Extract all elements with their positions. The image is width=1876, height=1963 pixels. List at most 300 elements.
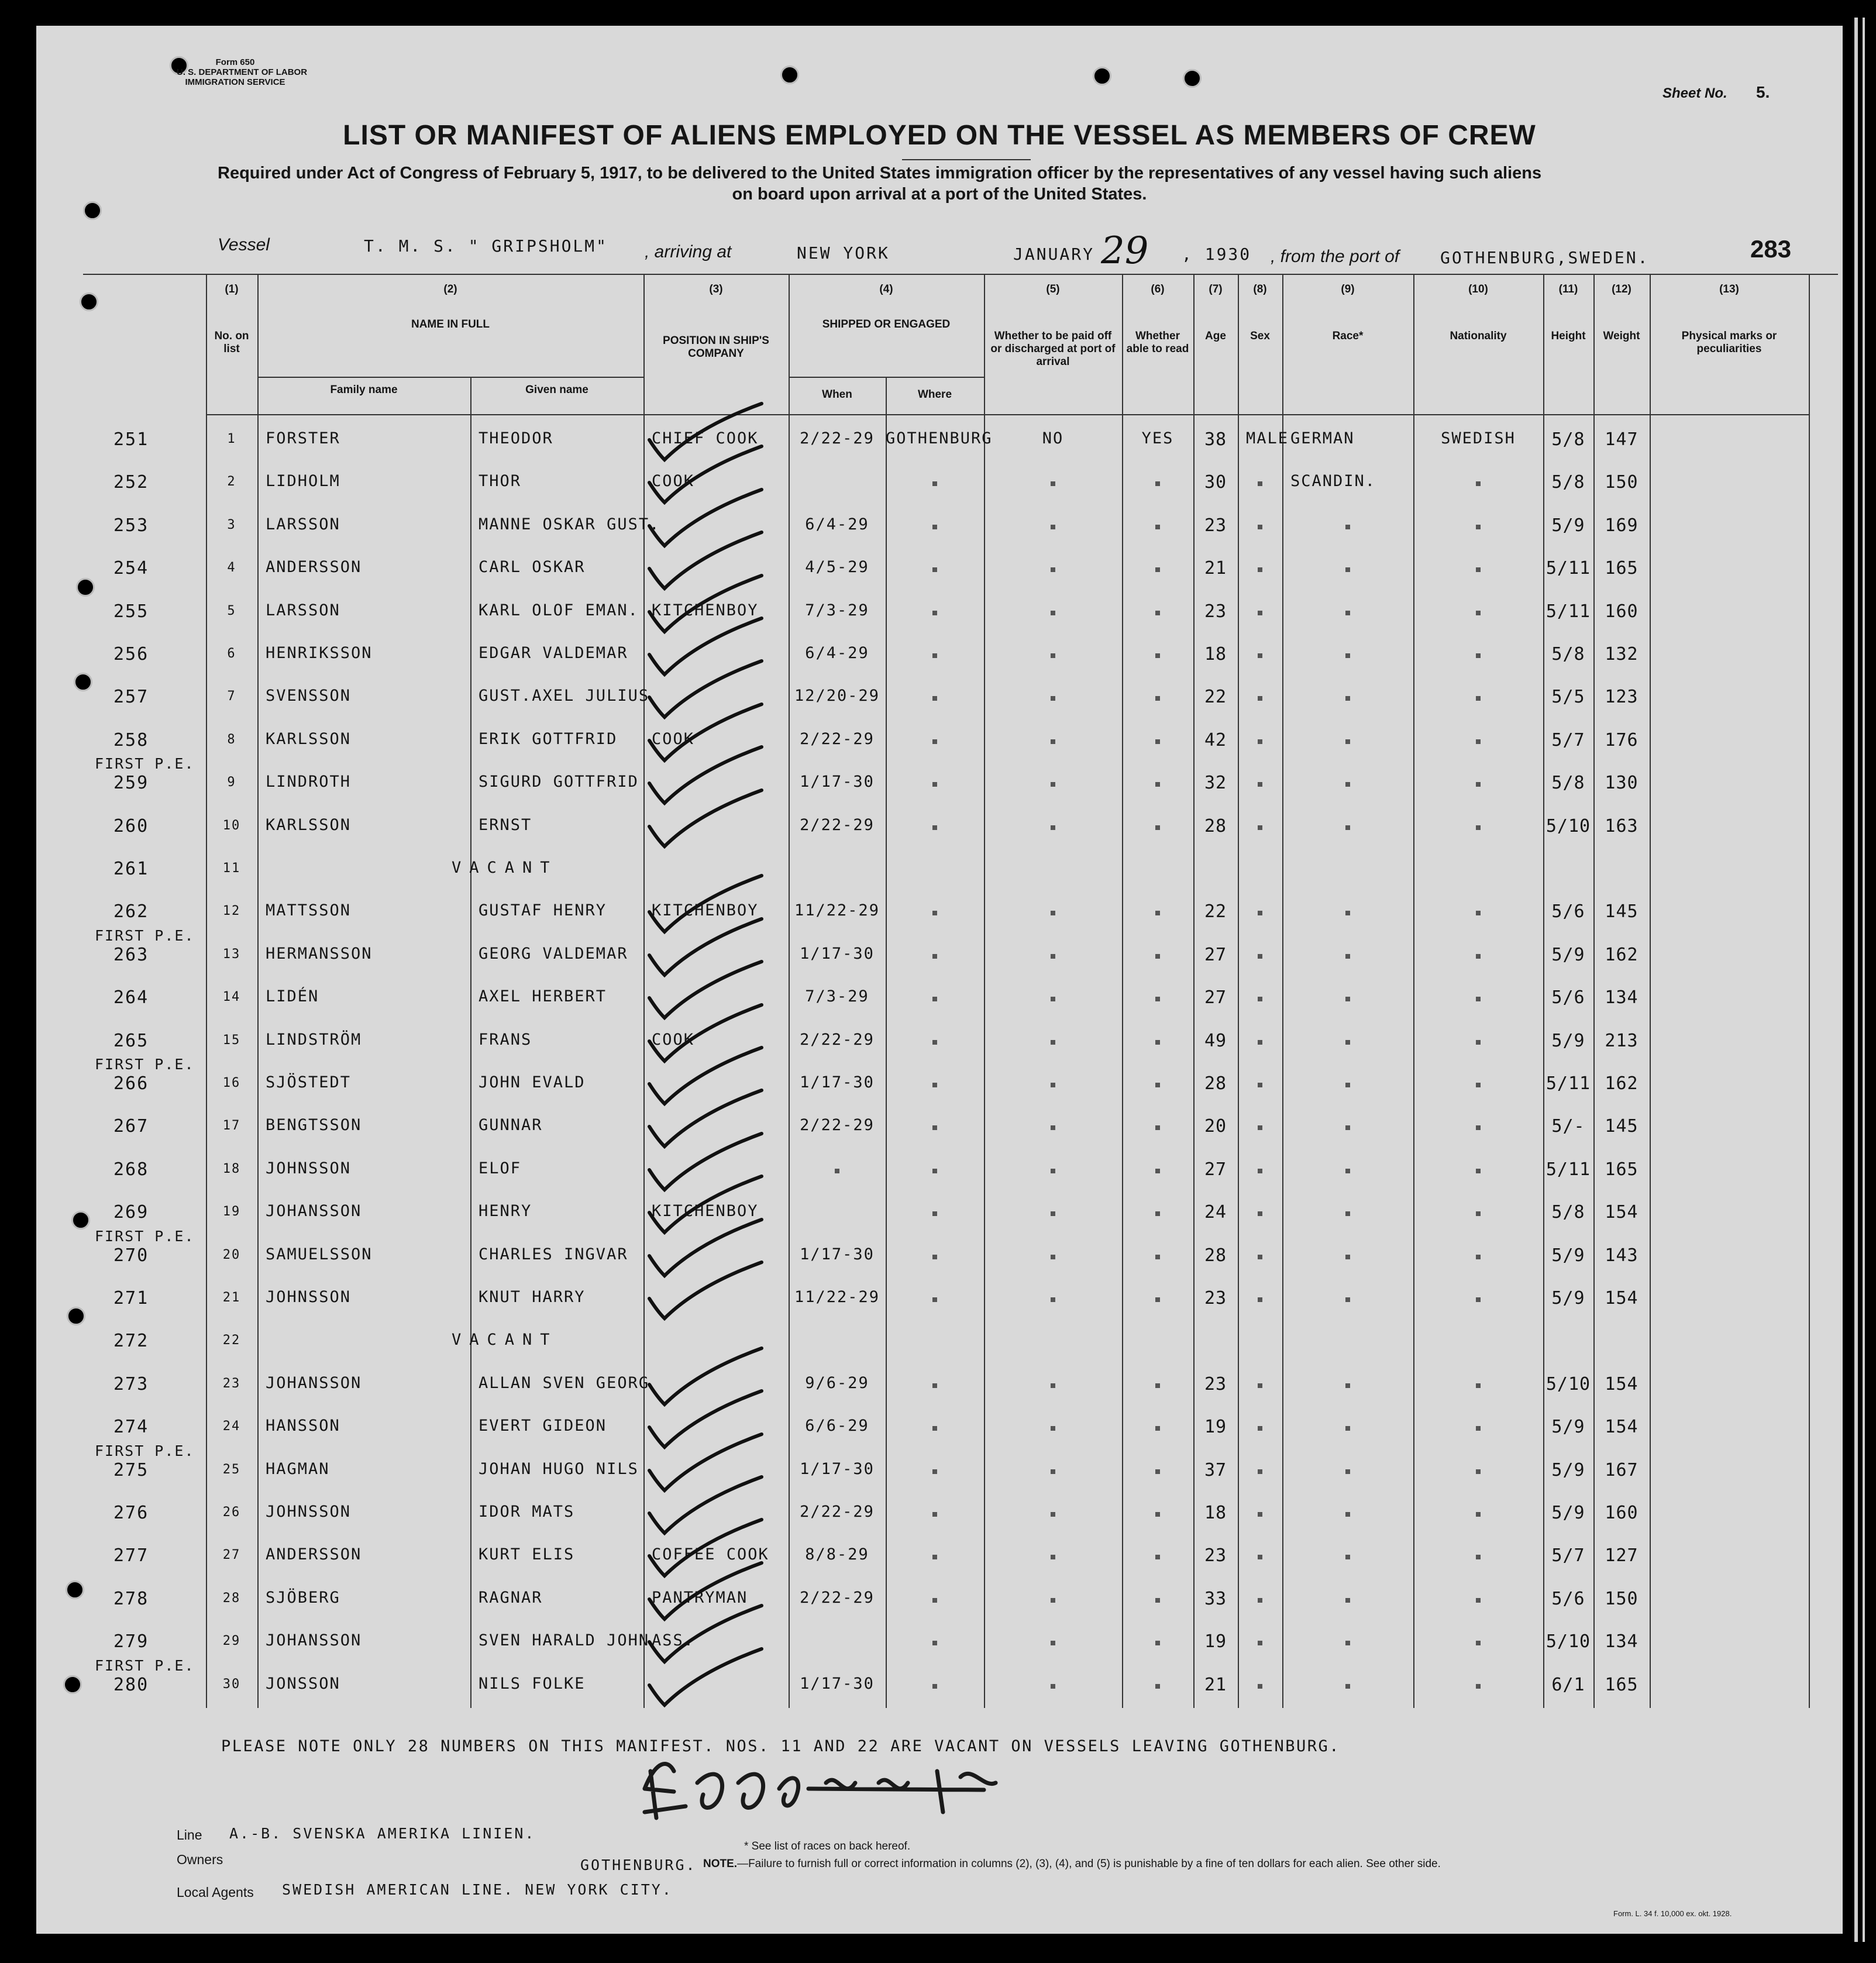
title-rule [902, 159, 1031, 160]
cell-position: KITCHENBOY [652, 901, 759, 920]
ditto-mark [1258, 696, 1262, 701]
cell-family: LARSSON [266, 515, 340, 533]
ditto-mark [1155, 1426, 1160, 1431]
margin-serial: 265 [113, 1030, 149, 1051]
margin-serial: 260 [113, 815, 149, 836]
cell-when: 1/17-30 [800, 1459, 875, 1478]
ditto-mark [1476, 1555, 1481, 1559]
cell-given: KARL OLOF EMAN. [479, 601, 639, 619]
ditto-mark [1476, 1083, 1481, 1087]
margin-serial: 276 [113, 1503, 149, 1523]
ditto-mark [1476, 954, 1481, 959]
row-rule [257, 377, 643, 378]
table-row [36, 556, 1843, 598]
table-row [36, 899, 1843, 942]
column-header: Race* [1332, 330, 1364, 342]
ditto-mark [1345, 825, 1350, 830]
cell-family: JOHANSSON [266, 1631, 362, 1650]
cell-given: ERIK GOTTFRID [479, 729, 618, 748]
arrival-day: 29 [1101, 229, 1149, 273]
ditto-mark [1051, 911, 1055, 915]
cell-family: JOHNSSON [266, 1503, 352, 1521]
cell-weight: 160 [1605, 601, 1639, 622]
ditto-mark [1345, 1598, 1350, 1603]
ditto-mark [1155, 1512, 1160, 1517]
table-row [36, 985, 1843, 1028]
ditto-mark [932, 1169, 937, 1173]
footer-note: PLEASE NOTE ONLY 28 NUMBERS ON THIS MANIFEST. NOS. 11 AND 22 ARE VACANT ON VESSELS LEAVING GOTHENBURG. [221, 1737, 1341, 1755]
margin-serial: 256 [113, 644, 149, 664]
ditto-mark [932, 1641, 937, 1645]
cell-given: THEODOR [479, 429, 553, 447]
margin-serial: 266 [113, 1073, 149, 1094]
table-row [36, 1372, 1843, 1414]
column-header: SHIPPED OR ENGAGED [822, 318, 951, 330]
table-row [36, 927, 1843, 985]
cell-weight: 162 [1605, 1073, 1639, 1094]
cell-weight: 134 [1605, 1631, 1639, 1652]
ditto-mark [1051, 611, 1055, 615]
column-subheader: When [822, 388, 852, 401]
cell-when: 1/17-30 [800, 1245, 875, 1263]
cell-age: 37 [1204, 1459, 1227, 1480]
cell-weight: 154 [1605, 1373, 1639, 1394]
table-row [36, 427, 1843, 470]
ditto-mark [1258, 1083, 1262, 1087]
table-row [36, 1200, 1843, 1242]
page-number: 283 [1750, 235, 1792, 263]
owners-label: Owners [177, 1852, 223, 1867]
column-header: Physical marks or peculiarities [1681, 330, 1777, 355]
ditto-mark [1155, 997, 1160, 1001]
ditto-mark [1258, 1040, 1262, 1045]
cell-given: JOHN EVALD [479, 1073, 586, 1091]
ditto-mark [1476, 1684, 1481, 1689]
cell-age: 23 [1204, 1373, 1227, 1394]
margin-serial: 272 [113, 1331, 149, 1352]
margin-serial: 279 [113, 1631, 149, 1652]
first-pe-note: FIRST P.E. [95, 1657, 195, 1674]
cell-height: 5/10 [1545, 1373, 1591, 1394]
cell-position: COOK [652, 1030, 695, 1049]
ditto-mark [1258, 481, 1262, 486]
cell-weight: 213 [1605, 1030, 1639, 1051]
table-row [36, 1543, 1843, 1586]
cell-family: HANSSON [266, 1417, 340, 1435]
column-header: Whether to be paid off or discharged at port of arrival [990, 330, 1116, 368]
cell-family: HENRIKSSON [266, 644, 373, 662]
cell-height: 5/9 [1551, 515, 1585, 536]
ditto-mark [1051, 1211, 1055, 1216]
cell-given: GUNNAR [479, 1116, 543, 1135]
cell-no: 14 [222, 990, 241, 1005]
ditto-mark [1476, 611, 1481, 615]
cell-weight: 176 [1605, 729, 1639, 750]
ditto-mark [1476, 1383, 1481, 1388]
cell-age: 28 [1204, 1073, 1227, 1094]
ditto-mark [1345, 696, 1350, 701]
ditto-mark [1155, 525, 1160, 529]
ditto-mark [1258, 1555, 1262, 1559]
ditto-mark [1345, 954, 1350, 959]
cell-when: 8/8-29 [805, 1545, 869, 1564]
cell-weight: 163 [1605, 815, 1639, 836]
service-name: IMMIGRATION SERVICE [185, 77, 285, 87]
ditto-mark [1476, 1426, 1481, 1431]
cell-weight: 150 [1605, 472, 1639, 493]
ditto-mark [1258, 1641, 1262, 1645]
ditto-mark [1345, 911, 1350, 915]
ditto-mark [1155, 1469, 1160, 1474]
cell-weight: 165 [1605, 1159, 1639, 1180]
column-header: Age [1205, 330, 1226, 342]
ditto-mark [1258, 954, 1262, 959]
ditto-mark [1476, 567, 1481, 572]
ditto-mark [932, 1255, 937, 1259]
cell-race: GERMAN [1290, 429, 1355, 447]
cell-age: 21 [1204, 558, 1227, 579]
cell-height: 5/6 [1551, 1588, 1585, 1609]
cell-given: VACANT [452, 859, 558, 877]
cell-age: 27 [1204, 944, 1227, 965]
cell-height: 5/10 [1545, 1631, 1591, 1652]
ditto-mark [1155, 1684, 1160, 1689]
cell-height: 5/9 [1551, 1459, 1585, 1480]
cell-when: 9/6-29 [805, 1373, 869, 1392]
cell-height: 5/9 [1551, 1030, 1585, 1051]
cell-position: COFFEE COOK [652, 1545, 769, 1564]
ditto-mark [1155, 1125, 1160, 1130]
cell-height: 5/7 [1551, 1545, 1585, 1566]
vessel-label: Vessel [218, 235, 270, 254]
cell-given: SVEN HARALD JOHN [479, 1631, 650, 1650]
column-number: (9) [1341, 283, 1355, 295]
from-port: GOTHENBURG,SWEDEN. [1440, 248, 1650, 267]
cell-no: 6 [227, 646, 236, 661]
cell-given: RAGNAR [479, 1588, 543, 1607]
ditto-mark [932, 525, 937, 529]
first-pe-note: FIRST P.E. [95, 1056, 195, 1073]
margin-serial: 277 [113, 1545, 149, 1566]
cell-height: 5/8 [1551, 773, 1585, 794]
cell-paid: NO [1042, 429, 1064, 447]
table-row [36, 728, 1843, 773]
table-row [36, 1157, 1843, 1200]
cell-position: ASS. [652, 1631, 695, 1650]
cell-age: 24 [1204, 1202, 1227, 1223]
races-note: * See list of races on back hereof. [744, 1840, 911, 1852]
cell-when: 11/22-29 [794, 901, 880, 920]
ditto-mark [1155, 1598, 1160, 1603]
form-number: Form 650 [215, 57, 255, 67]
cell-height: 5/8 [1551, 472, 1585, 493]
ditto-mark [1051, 481, 1055, 486]
ditto-mark [1155, 611, 1160, 615]
ditto-mark [1051, 1512, 1055, 1517]
margin-serial: 273 [113, 1373, 149, 1394]
cell-no: 9 [227, 775, 236, 790]
check-mark [645, 1262, 762, 1332]
cell-family: LINDSTRÖM [266, 1030, 362, 1049]
column-number: (7) [1209, 283, 1223, 295]
margin-serial: 253 [113, 515, 149, 536]
cell-when: 4/5-29 [805, 558, 869, 577]
cell-weight: 154 [1605, 1202, 1639, 1223]
cell-sex: MALE [1246, 429, 1289, 447]
cell-when: 2/22-29 [800, 429, 875, 447]
cell-family: SAMUELSSON [266, 1245, 373, 1263]
ditto-mark [1345, 611, 1350, 615]
ditto-mark [932, 1083, 937, 1087]
column-subheader: Family name [330, 384, 398, 396]
cell-when: 7/3-29 [805, 601, 869, 619]
cell-weight: 167 [1605, 1459, 1639, 1480]
cell-no: 30 [222, 1676, 241, 1692]
cell-given: SIGURD GOTTFRID [479, 773, 639, 791]
ditto-mark [1155, 782, 1160, 787]
ditto-mark [1155, 1169, 1160, 1173]
ditto-mark [1345, 1169, 1350, 1173]
ditto-mark [932, 1383, 937, 1388]
cell-age: 42 [1204, 729, 1227, 750]
cell-age: 32 [1204, 773, 1227, 794]
column-header: NAME IN FULL [411, 318, 490, 330]
table-row [36, 1227, 1843, 1286]
cell-no: 2 [227, 474, 236, 490]
cell-given: JOHAN HUGO NILS [479, 1459, 639, 1478]
ditto-mark [1258, 1125, 1262, 1130]
binder-hole [780, 66, 799, 84]
ditto-mark [932, 1211, 937, 1216]
cell-family: JOHANSSON [266, 1373, 362, 1392]
ditto-mark [1155, 1040, 1160, 1045]
cell-age: 33 [1204, 1588, 1227, 1609]
row-rule [789, 377, 984, 378]
cell-no: 13 [222, 946, 241, 962]
ditto-mark [1258, 1169, 1262, 1173]
cell-when: 11/22-29 [794, 1288, 880, 1306]
cell-height: 5/11 [1545, 1159, 1591, 1180]
subtitle-line-2: on board upon arrival at a port of the United States. [732, 185, 1147, 204]
cell-weight: 143 [1605, 1245, 1639, 1266]
ditto-mark [1155, 1641, 1160, 1645]
table-row [36, 1629, 1843, 1672]
table-row [36, 755, 1843, 813]
cell-family: KARLSSON [266, 729, 352, 748]
table-row [36, 1442, 1843, 1500]
cell-given: GUST.AXEL JULIUS [479, 687, 650, 705]
vessel-name: T. M. S. " GRIPSHOLM" [364, 236, 608, 256]
cell-age: 28 [1204, 1245, 1227, 1266]
cell-no: 11 [222, 861, 241, 876]
cell-height: 5/6 [1551, 901, 1585, 922]
ditto-mark [1258, 1255, 1262, 1259]
column-subheader: Given name [525, 384, 588, 396]
ditto-mark [1476, 696, 1481, 701]
cell-family: FORSTER [266, 429, 340, 447]
ditto-mark [1051, 567, 1055, 572]
ditto-mark [1258, 1512, 1262, 1517]
ditto-mark [1476, 1169, 1481, 1173]
cell-given: ALLAN SVEN GEORG [479, 1373, 650, 1392]
ditto-mark [932, 1040, 937, 1045]
ditto-mark [1051, 1684, 1055, 1689]
ditto-mark [932, 997, 937, 1001]
column-header: Height [1551, 330, 1586, 342]
form-seal [177, 57, 308, 87]
cell-height: 5/9 [1551, 1503, 1585, 1523]
cell-family: SJÖBERG [266, 1588, 340, 1607]
table-row [36, 684, 1843, 727]
ditto-mark [1258, 1297, 1262, 1302]
ditto-mark [1476, 1469, 1481, 1474]
cell-age: 27 [1204, 1159, 1227, 1180]
ditto-mark [1155, 653, 1160, 658]
margin-serial: 264 [113, 987, 149, 1008]
column-header: Whether able to read [1126, 330, 1189, 355]
margin-serial: 280 [113, 1674, 149, 1695]
margin-serial: 275 [113, 1459, 149, 1480]
cell-age: 38 [1204, 429, 1227, 450]
ditto-mark [1345, 997, 1350, 1001]
manifest-page [36, 26, 1843, 1934]
table-row [36, 1500, 1843, 1543]
cell-when: 2/22-29 [800, 1588, 875, 1607]
ditto-mark [1155, 911, 1160, 915]
cell-height: 5/7 [1551, 729, 1585, 750]
ditto-mark [1051, 1641, 1055, 1645]
ditto-mark [1051, 997, 1055, 1001]
cell-height: 6/1 [1551, 1674, 1585, 1695]
cell-given: VACANT [452, 1331, 558, 1349]
column-header: Sex [1250, 330, 1270, 342]
column-number: (8) [1253, 283, 1267, 295]
margin-serial: 258 [113, 729, 149, 750]
cell-weight: 162 [1605, 944, 1639, 965]
cell-family: LINDROTH [266, 773, 352, 791]
cell-height: 5/9 [1551, 1417, 1585, 1438]
cell-when: 6/4-29 [805, 515, 869, 533]
ditto-mark [932, 1426, 937, 1431]
cell-no: 24 [222, 1419, 241, 1434]
cell-read: YES [1141, 429, 1174, 447]
ditto-mark [1051, 1297, 1055, 1302]
agents-label: Local Agents [177, 1885, 254, 1900]
cell-no: 27 [222, 1548, 241, 1563]
ditto-mark [1345, 1211, 1350, 1216]
ditto-mark [932, 825, 937, 830]
table-row [36, 1286, 1843, 1328]
cell-when: 2/22-29 [800, 1503, 875, 1521]
cell-age: 22 [1204, 901, 1227, 922]
ditto-mark [932, 911, 937, 915]
column-subheader: Where [917, 388, 952, 401]
ditto-mark [1258, 1469, 1262, 1474]
failure-note [703, 1858, 1441, 1871]
column-number: (13) [1719, 283, 1739, 295]
cell-no: 19 [222, 1204, 241, 1220]
cell-family: ANDERSSON [266, 1545, 362, 1564]
ditto-mark [932, 1598, 937, 1603]
cell-family: JONSSON [266, 1674, 340, 1693]
from-port-label: , from the port of [1271, 247, 1400, 266]
ditto-mark [1476, 825, 1481, 830]
column-header: Weight [1603, 330, 1640, 342]
cell-given: IDOR MATS [479, 1503, 575, 1521]
cell-family: SVENSSON [266, 687, 352, 705]
cell-age: 23 [1204, 1545, 1227, 1566]
cell-family: LIDHOLM [266, 472, 340, 491]
margin-serial: 259 [113, 773, 149, 794]
cell-no: 8 [227, 732, 236, 747]
cell-height: 5/11 [1545, 558, 1591, 579]
ditto-mark [1155, 825, 1160, 830]
ditto-mark [1476, 1641, 1481, 1645]
cell-when: 2/22-29 [800, 1116, 875, 1135]
cell-weight: 165 [1605, 558, 1639, 579]
ditto-mark [1051, 1040, 1055, 1045]
ditto-mark [1155, 1297, 1160, 1302]
ditto-mark [932, 611, 937, 615]
cell-age: 23 [1204, 515, 1227, 536]
cell-no: 15 [222, 1032, 241, 1048]
agents-value: SWEDISH AMERICAN LINE. NEW YORK CITY. [282, 1881, 673, 1898]
ditto-mark [1051, 954, 1055, 959]
cell-weight: 127 [1605, 1545, 1639, 1566]
ditto-mark [1155, 1083, 1160, 1087]
cell-no: 12 [222, 904, 241, 919]
ditto-mark [932, 696, 937, 701]
cell-given: GUSTAF HENRY [479, 901, 607, 920]
cell-position: COOK [652, 472, 695, 491]
ditto-mark [1051, 1169, 1055, 1173]
cell-no: 26 [222, 1505, 241, 1520]
cell-weight: 132 [1605, 644, 1639, 664]
table-row [36, 1328, 1843, 1371]
margin-serial: 263 [113, 944, 149, 965]
cell-when: 2/22-29 [800, 1030, 875, 1049]
cell-age: 30 [1204, 472, 1227, 493]
cell-height: 5/6 [1551, 987, 1585, 1008]
cell-when: 12/20-29 [794, 687, 880, 705]
ditto-mark [932, 739, 937, 744]
cell-given: KNUT HARRY [479, 1288, 586, 1306]
cell-family: HAGMAN [266, 1459, 330, 1478]
ditto-mark [1258, 825, 1262, 830]
ditto-mark [1345, 525, 1350, 529]
arrival-month: JANUARY [1013, 244, 1095, 264]
arriving-port: NEW YORK [797, 243, 890, 263]
cell-height: 5/8 [1551, 429, 1585, 450]
cell-family: SJÖSTEDT [266, 1073, 352, 1091]
cell-given: HENRY [479, 1202, 532, 1221]
cell-weight: 150 [1605, 1588, 1639, 1609]
cell-family: ANDERSSON [266, 558, 362, 577]
ditto-mark [1155, 567, 1160, 572]
sheet-label: Sheet No. [1662, 85, 1727, 101]
column-number: (6) [1151, 283, 1165, 295]
ditto-mark [1051, 1255, 1055, 1259]
cell-given: NILS FOLKE [479, 1674, 586, 1693]
column-header: Nationality [1450, 330, 1507, 342]
cell-given: THOR [479, 472, 522, 491]
column-number: (10) [1468, 283, 1488, 295]
ditto-mark [835, 1169, 839, 1173]
ditto-mark [1476, 1297, 1481, 1302]
ditto-mark [1476, 525, 1481, 529]
owners-value: GOTHENBURG. [580, 1857, 697, 1874]
ditto-mark [1345, 1040, 1350, 1045]
